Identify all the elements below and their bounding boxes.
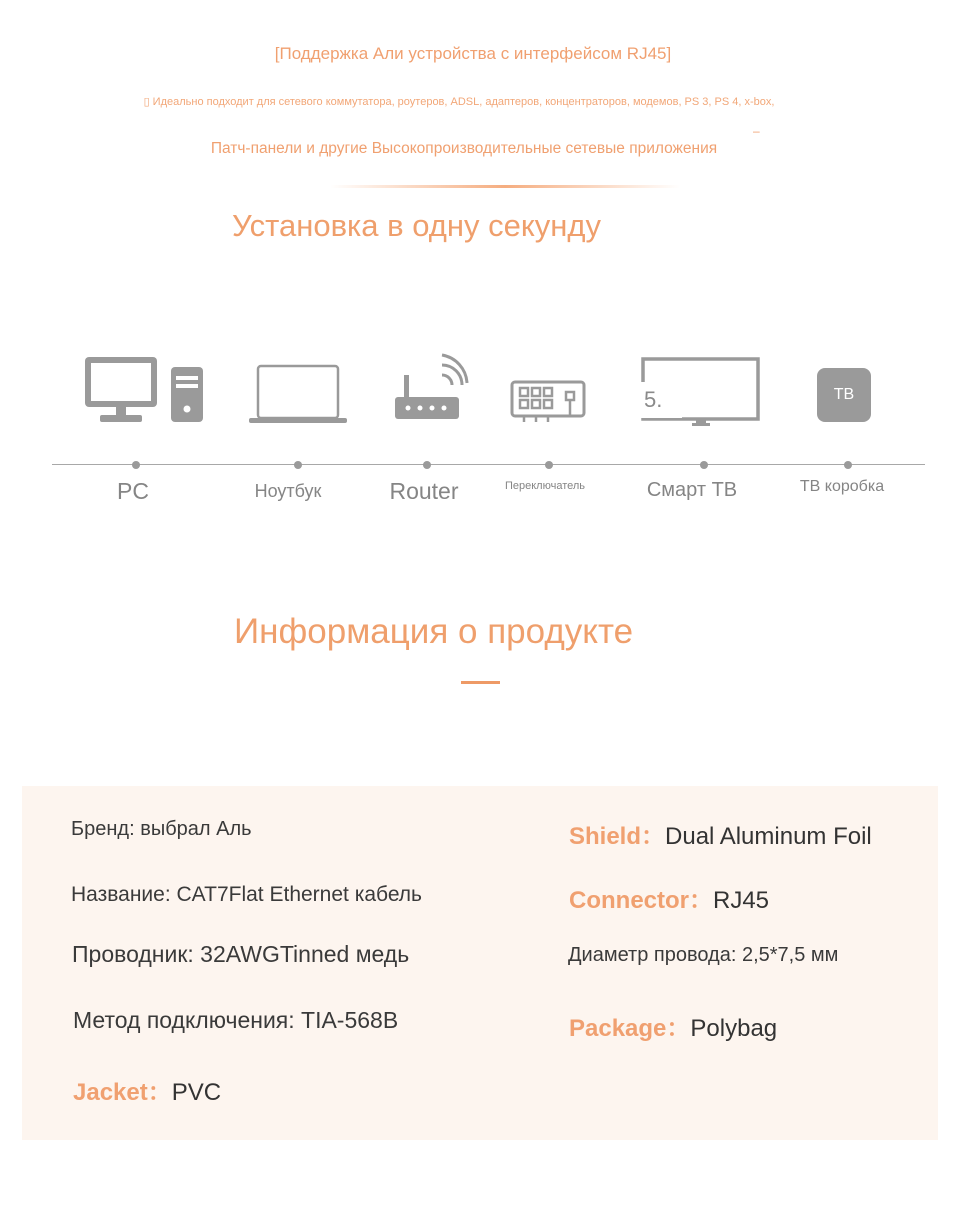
conductor-row: Проводник: 32AWGTinned медь (72, 941, 410, 967)
jacket-value: PVC (171, 1079, 222, 1106)
dot-smart-tv (700, 461, 708, 469)
label-pc: PC (117, 478, 149, 504)
shield-value: Dual Aluminum Foil (665, 823, 872, 850)
dot-laptop (294, 461, 302, 469)
package-key: Package： (569, 1015, 691, 1042)
tv-screen-label: 5. (641, 382, 682, 418)
name-row: Название: CAT7Flat Ethernet кабель (71, 883, 422, 906)
jacket-row (73, 1072, 221, 1107)
connector-row (569, 880, 769, 915)
dot-switch (545, 461, 553, 469)
wiring-row: Метод подключения: TIA-568B (73, 1007, 399, 1033)
shield-row (569, 816, 872, 851)
timeline-axis (52, 464, 925, 465)
label-laptop: Ноутбук (254, 481, 322, 501)
install-title: Установка в одну секунду (232, 208, 601, 243)
pc-icon (84, 356, 206, 424)
switch-icon (510, 380, 586, 424)
package-value: Polybag (690, 1015, 778, 1042)
connector-value: RJ45 (713, 887, 770, 914)
jacket-key: Jacket： (73, 1079, 172, 1106)
tv-box-icon: ТВ (817, 368, 871, 422)
label-smart-tv: Смарт ТВ (646, 479, 738, 501)
title-underline (461, 681, 500, 684)
label-router: Router (389, 478, 459, 504)
divider-line (330, 185, 680, 188)
applications-text: Патч-панели и другие Высокопроизводительные сетевые приложения (210, 140, 718, 157)
label-switch: Переключатель (504, 480, 586, 492)
shield-key: Shield： (569, 823, 666, 850)
connector-key: Connector： (569, 887, 713, 914)
label-tv-box: ТВ коробка (799, 478, 885, 495)
dot-tv-box (844, 461, 852, 469)
compatibility-text: ▯ Идеально подходит для сетевого коммутатора, роутеров, ADSL, адаптеров, концентраторов, модемов, PS 3, PS 4, x-box, (143, 96, 775, 108)
router-icon (392, 353, 470, 423)
dot-router (423, 461, 431, 469)
laptop-icon (248, 364, 348, 424)
diameter-row: Диаметр провода: 2,5*7,5 мм (568, 944, 839, 966)
dot-pc (132, 461, 140, 469)
brand-row: Бренд: выбрал Аль (71, 818, 252, 840)
package-row (569, 1008, 777, 1043)
dash-mark: – (753, 124, 760, 138)
product-info-title: Информация о продукте (234, 612, 634, 651)
support-heading: [Поддержка Али устройства с интерфейсом RJ45] (274, 44, 672, 63)
